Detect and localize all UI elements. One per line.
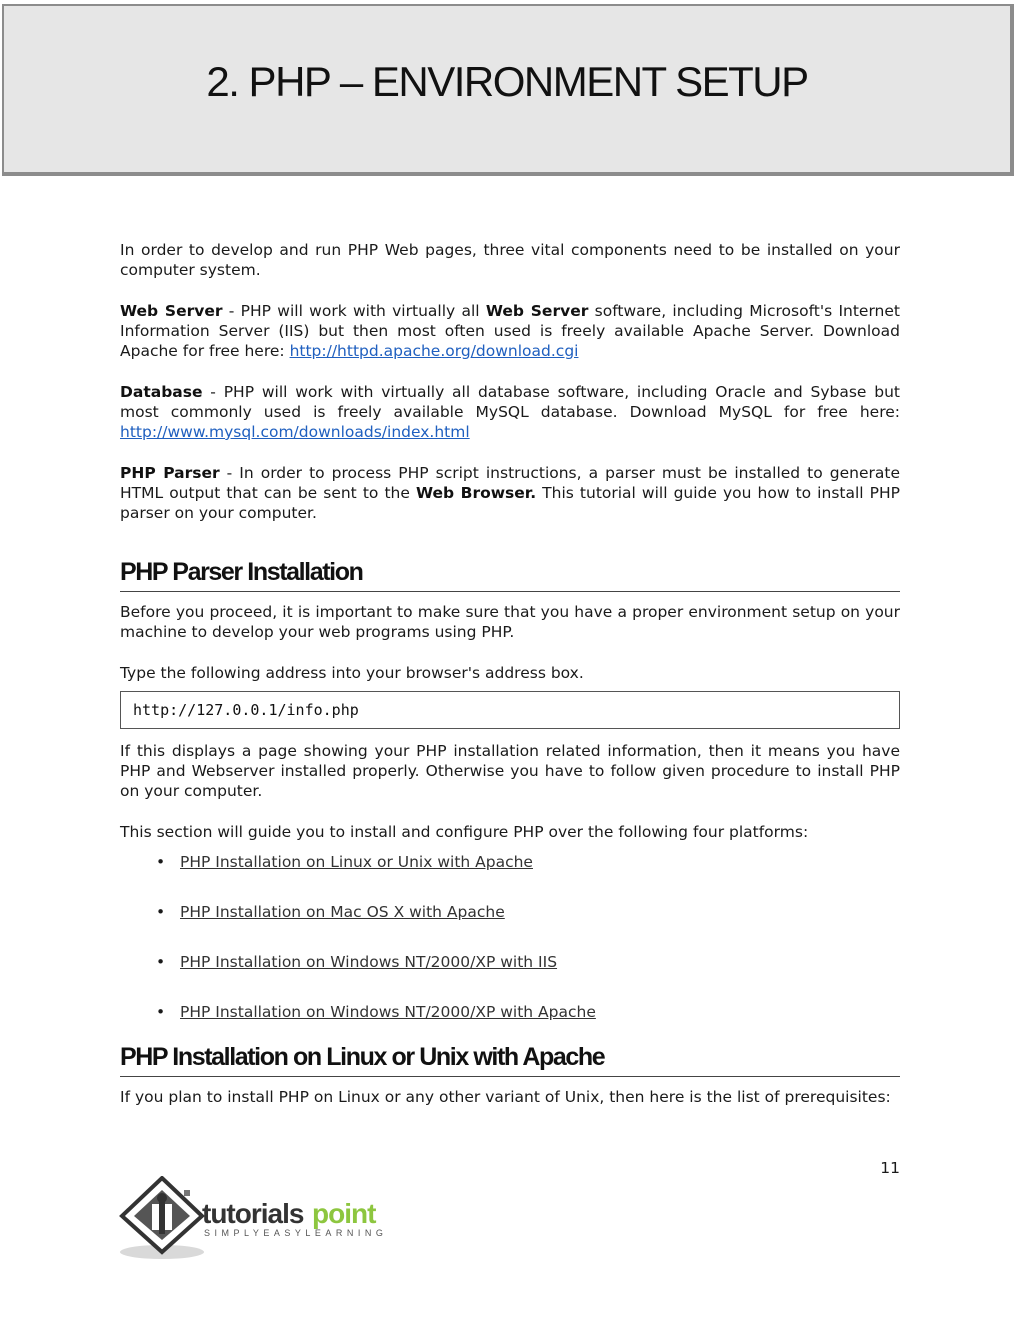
php-parser-text-1: - In order to process PHP script instructions, a parser must be installed to generate HTML output that can be sent to the bbox=[120, 464, 900, 502]
list-item bbox=[120, 1002, 900, 1042]
database-paragraph bbox=[120, 382, 900, 442]
linux-install-link[interactable]: PHP Installation on Linux or Unix with Apache bbox=[180, 853, 533, 871]
web-server-term-2: Web Server bbox=[485, 302, 589, 320]
linux-para-1: If you plan to install PHP on Linux or any other variant of Unix, then here is the list of prerequisites: bbox=[120, 1088, 891, 1106]
platform-list bbox=[120, 852, 900, 1042]
php-parser-term: PHP Parser bbox=[120, 464, 220, 482]
bullet: • bbox=[156, 953, 166, 971]
windows-iis-install-link[interactable]: PHP Installation on Windows NT/2000/XP with IIS bbox=[180, 953, 558, 971]
apache-download-link[interactable]: http://httpd.apache.org/download.cgi bbox=[289, 342, 579, 360]
page-number: 11 bbox=[880, 1159, 900, 1177]
bullet: • bbox=[156, 1003, 166, 1021]
php-parser-text-2: This tutorial will guide you how to install PHP parser on your computer. bbox=[120, 484, 900, 522]
parser-para-3: If this displays a page showing your PHP installation related information, then it means you have PHP and Webserver installed properly. Otherwise you have to follow given procedure to install PHP on your computer. bbox=[120, 742, 900, 800]
web-server-text-2: software, including Microsoft's Internet Information Server (IIS) but then most often used is freely available Apache Server. Download Apache for free here: bbox=[120, 302, 900, 360]
logo-word-1: tutorials bbox=[202, 1198, 304, 1229]
mysql-download-link[interactable]: http://www.mysql.com/downloads/index.html bbox=[120, 423, 470, 441]
web-server-text-1: - PHP will work with virtually all bbox=[222, 302, 486, 320]
intro-paragraph: In order to develop and run PHP Web pages, three vital components need to be installed on your computer system. bbox=[120, 241, 900, 279]
code-block bbox=[120, 691, 900, 729]
bullet: • bbox=[156, 903, 166, 921]
windows-apache-install-link[interactable]: PHP Installation on Windows NT/2000/XP with Apache bbox=[180, 1003, 596, 1021]
logo-tagline: SIMPLYEASYLEARNING bbox=[204, 1228, 388, 1238]
php-parser-paragraph bbox=[120, 463, 900, 523]
parser-para-1: Before you proceed, it is important to make sure that you have a proper environment setup on your machine to develop your web programs using PHP. bbox=[120, 603, 900, 641]
macos-install-link[interactable]: PHP Installation on Mac OS X with Apache bbox=[180, 903, 505, 921]
chapter-title: 2. PHP – ENVIRONMENT SETUP bbox=[206, 58, 808, 105]
chapter-header bbox=[2, 4, 1014, 176]
tutorialspoint-logo bbox=[118, 1176, 418, 1264]
web-server-term: Web Server bbox=[120, 302, 223, 320]
code-text: http://127.0.0.1/info.php bbox=[133, 701, 359, 719]
web-browser-term: Web Browser. bbox=[415, 484, 537, 502]
list-item bbox=[120, 902, 900, 952]
parser-para-4: This section will guide you to install and configure PHP over the following four platforms: bbox=[120, 823, 809, 841]
parser-installation-heading: PHP Parser Installation bbox=[120, 557, 900, 592]
list-item bbox=[120, 952, 900, 1002]
list-item bbox=[120, 852, 900, 902]
logo-word-2: point bbox=[312, 1198, 376, 1229]
database-text: - PHP will work with virtually all database software, including Oracle and Sybase but most commonly used is freely available MySQL database. Download MySQL for free here: bbox=[120, 383, 900, 421]
bullet: • bbox=[156, 853, 166, 871]
web-server-paragraph bbox=[120, 301, 900, 361]
database-term: Database bbox=[120, 383, 203, 401]
parser-para-2: Type the following address into your browser's address box. bbox=[120, 664, 584, 682]
page-content bbox=[120, 240, 900, 1107]
linux-installation-heading: PHP Installation on Linux or Unix with Apache bbox=[120, 1042, 900, 1077]
